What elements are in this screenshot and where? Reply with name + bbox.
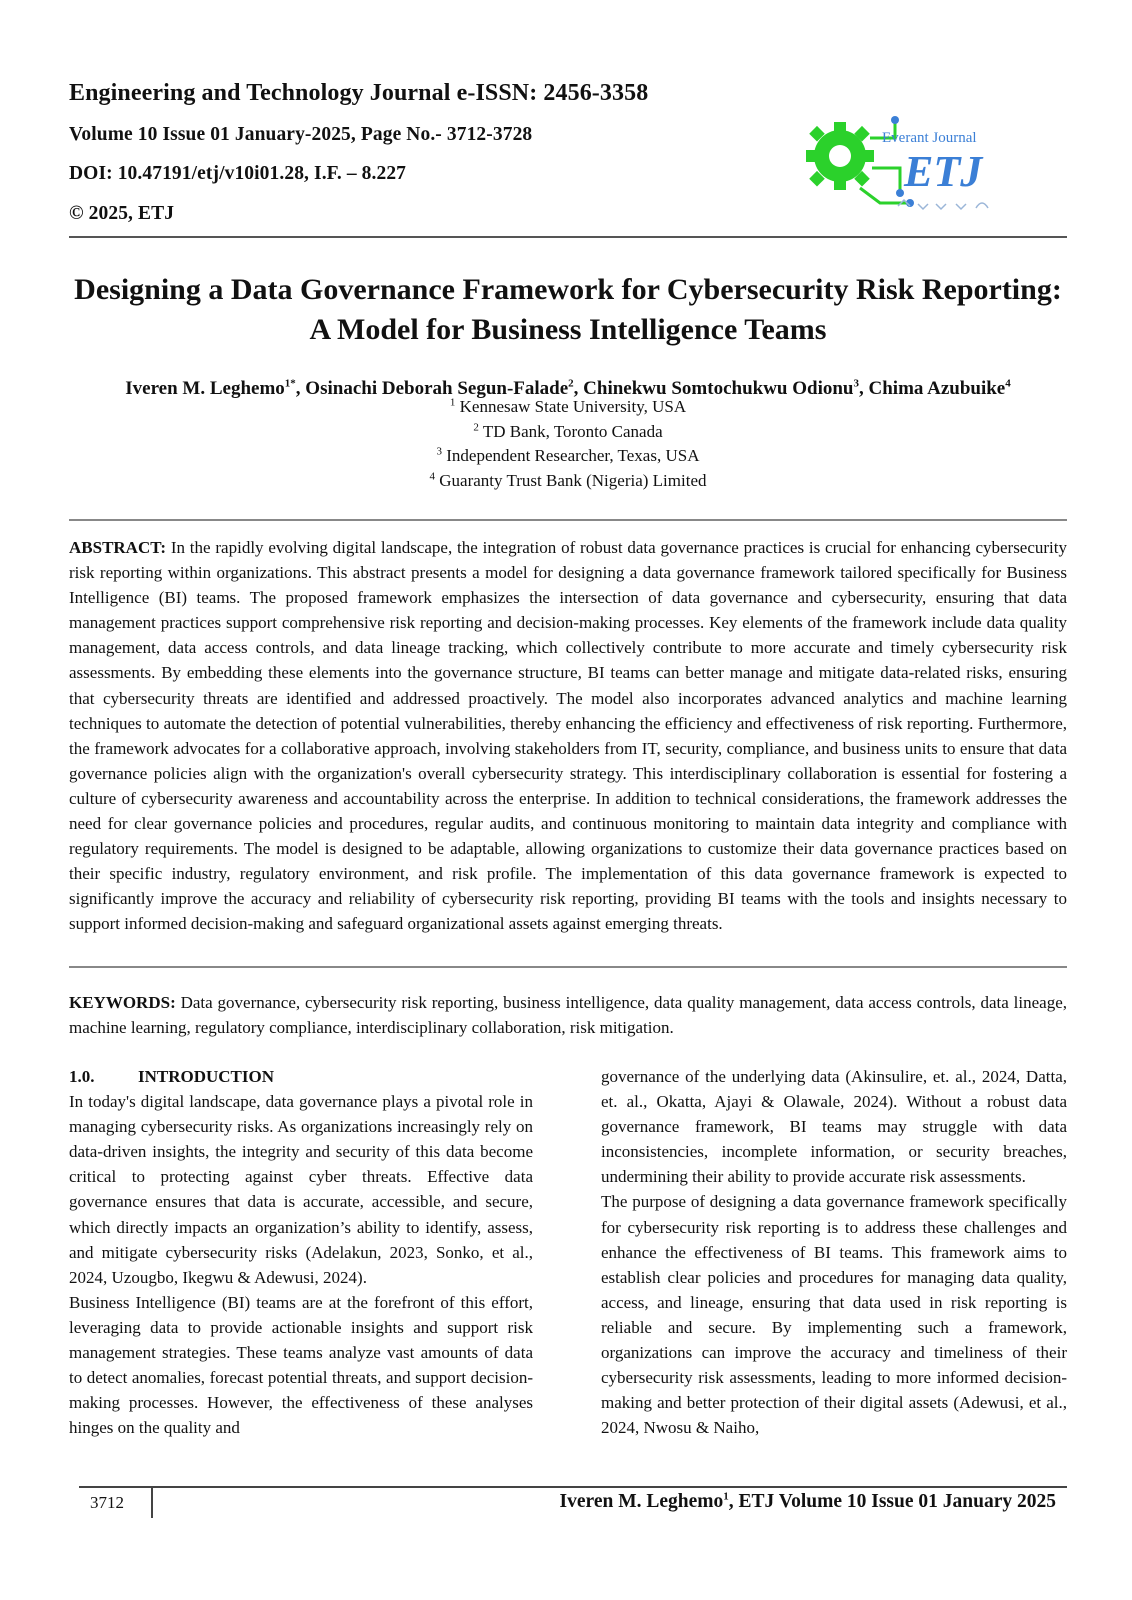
affiliation-1	[69, 397, 1067, 417]
aff-sup: 1	[449, 396, 456, 409]
author-name: Chinekwu Somtochukwu Odionu	[583, 378, 854, 399]
etj-logo	[800, 108, 1020, 218]
running-footer	[560, 1491, 1056, 1513]
body-column-right	[601, 1064, 1067, 1440]
author-name: Osinachi Deborah Segun-Falade	[305, 378, 569, 399]
footer-separator	[151, 1488, 153, 1518]
aff-text: TD Bank, Toronto Canada	[482, 422, 663, 441]
author-affiliation-sup: 1*	[284, 377, 296, 390]
keywords-label: KEYWORDS:	[69, 993, 176, 1012]
footer-journal: , ETJ Volume 10 Issue 01 January 2025	[728, 1491, 1056, 1512]
paragraph: governance of the underlying data (Akinsulire, et. al., 2024, Datta, et. al., Okatta, Ajayi & Olawale, 2024). Without a robust data governance framework, BI teams may struggle with data inconsistencies, incomplete information, or security breaches, undermining their ability to provide accurate risk assessments.	[601, 1067, 1067, 1187]
author-affiliation-sup: 4	[1005, 377, 1011, 390]
author-affiliation-sup: 3	[853, 377, 859, 390]
keywords-text: Data governance, cybersecurity risk reporting, business intelligence, data quality management, data access controls, data lineage, machine learning, regulatory compliance, interdisciplinary collaboration, risk mitigation.	[69, 993, 1068, 1037]
journal-title: Engineering and Technology Journal e-ISSN: 2456-3358	[69, 80, 649, 106]
paper-title: Designing a Data Governance Framework for Cybersecurity Risk Reporting: A Model for Business Intelligence Teams	[74, 273, 1062, 346]
aff-sup: 2	[473, 421, 479, 434]
aff-text: Kennesaw State University, USA	[459, 397, 687, 416]
footer-rule	[79, 1486, 1067, 1488]
footer-author: Iveren M. Leghemo	[559, 1491, 724, 1512]
page-number: 3712	[90, 1493, 124, 1512]
author-affiliation-sup: 2	[568, 377, 574, 390]
author-name: Chima Azubuike	[868, 378, 1006, 399]
doi-info: DOI: 10.47191/etj/v10i01.28, I.F. – 8.227	[69, 163, 407, 184]
section-heading	[69, 1064, 533, 1089]
copyright: © 2025, ETJ	[69, 203, 175, 224]
paragraph: The purpose of designing a data governance framework specifically for cybersecurity risk reporting is to address these challenges and enhance the effectiveness of BI teams. This framework aims to establish clear policies and procedures for managing data quality, access, and lineage, ensuring that data used in risk reporting is reliable and secure. By implementing such a framework, organizations can improve the accuracy and timeliness of their cybersecurity risk assessments, leading to more informed decision-making and better protection of their digital assets (Adewusi, et al., 2024, Nwosu & Naiho,	[601, 1192, 1067, 1438]
section-title: INTRODUCTION	[138, 1067, 275, 1086]
header-rule	[69, 236, 1067, 238]
logo-text: Everant Journal	[882, 130, 977, 146]
paragraph: In today's digital landscape, data governance plays a pivotal role in managing cybersecurity risks. As organizations increasingly rely on data-driven insights, the integrity and security of this data become critical to protecting against cyber threats. Effective data governance ensures that data is accurate, accessible, and secure, which directly impacts an organization’s ability to identify, assess, and mitigate cybersecurity risks (Adelakun, 2023, Sonko, et al., 2024, Uzougbo, Ikegwu & Adewusi, 2024).	[69, 1092, 533, 1287]
abstract	[69, 535, 1067, 937]
paragraph: Business Intelligence (BI) teams are at the forefront of this effort, leveraging data to provide actionable insights and support risk management strategies. These teams analyze vast amounts of data to detect anomalies, forecast potential threats, and support decision-making processes. However, the effectiveness of these analyses hinges on the quality and	[69, 1292, 533, 1438]
gear-icon	[806, 122, 874, 190]
body-column-left	[69, 1064, 533, 1440]
aff-sup: 4	[429, 470, 435, 483]
aff-sup: 3	[436, 445, 443, 458]
volume-info: Volume 10 Issue 01 January-2025, Page No.- 3712-3728	[69, 124, 533, 145]
affiliation-4	[69, 471, 1067, 491]
abstract-bottom-rule	[69, 966, 1067, 968]
keywords	[69, 990, 1067, 1040]
footer-author-sup: 1	[723, 1490, 729, 1503]
logo-mark: ETJ	[904, 147, 983, 196]
aff-text: Independent Researcher, Texas, USA	[446, 446, 700, 465]
author-list: Iveren M. Leghemo$^{1*}$, Osinachi Deborah Segun-Falade$^2$, Chinekwu Somtochukwu Odionu$^3$, Chima Azubuike$^4$	[125, 377, 1011, 399]
affiliation-3	[69, 446, 1067, 466]
abstract-top-rule	[69, 519, 1067, 521]
aff-text: Guaranty Trust Bank (Nigeria) Limited	[439, 471, 707, 490]
abstract-text: In the rapidly evolving digital landscape, the integration of robust data governance practices is crucial for enhancing cybersecurity risk reporting within organizations. This abstract presents a model for designing a data governance framework tailored specifically for Business Intelligence (BI) teams. The proposed framework emphasizes the intersection of data governance and cybersecurity, ensuring that data management practices support comprehensive risk reporting and decision-making processes. Key elements of the framework include data quality management, data access controls, and data lineage tracking, which collectively contribute to more accurate and timely cybersecurity risk assessments. By embedding these elements into the governance structure, BI teams can better manage and mitigate data-related risks, ensuring that cybersecurity threats are identified and addressed proactively. The model also incorporates advanced analytics and machine learning techniques to automate the detection of potential vulnerabilities, thereby enhancing the efficiency and effectiveness of risk reporting. Furthermore, the framework advocates for a collaborative approach, involving stakeholders from IT, security, compliance, and business units to ensure that data governance policies align with the organization's overall cybersecurity strategy. This interdisciplinary collaboration is essential for fostering a culture of cybersecurity awareness and accountability across the enterprise. In addition to technical considerations, the framework addresses the need for clear governance policies and procedures, regular audits, and continuous monitoring to maintain data integrity and compliance with regulatory requirements. The model is designed to be adaptable, allowing organizations to customize their data governance practices based on their specific industry, regulatory environment, and risk profile. The implementation of this data governance framework is expected to significantly improve the accuracy and reliability of cybersecurity risk reporting, providing BI teams with the tools and insights necessary to support informed decision-making and safeguard organizational assets against emerging threats.	[69, 538, 1068, 934]
author-name: Iveren M. Leghemo	[125, 378, 285, 399]
section-number: 1.0.	[69, 1067, 95, 1086]
affiliation-2	[69, 422, 1067, 442]
abstract-label: ABSTRACT:	[69, 538, 166, 557]
